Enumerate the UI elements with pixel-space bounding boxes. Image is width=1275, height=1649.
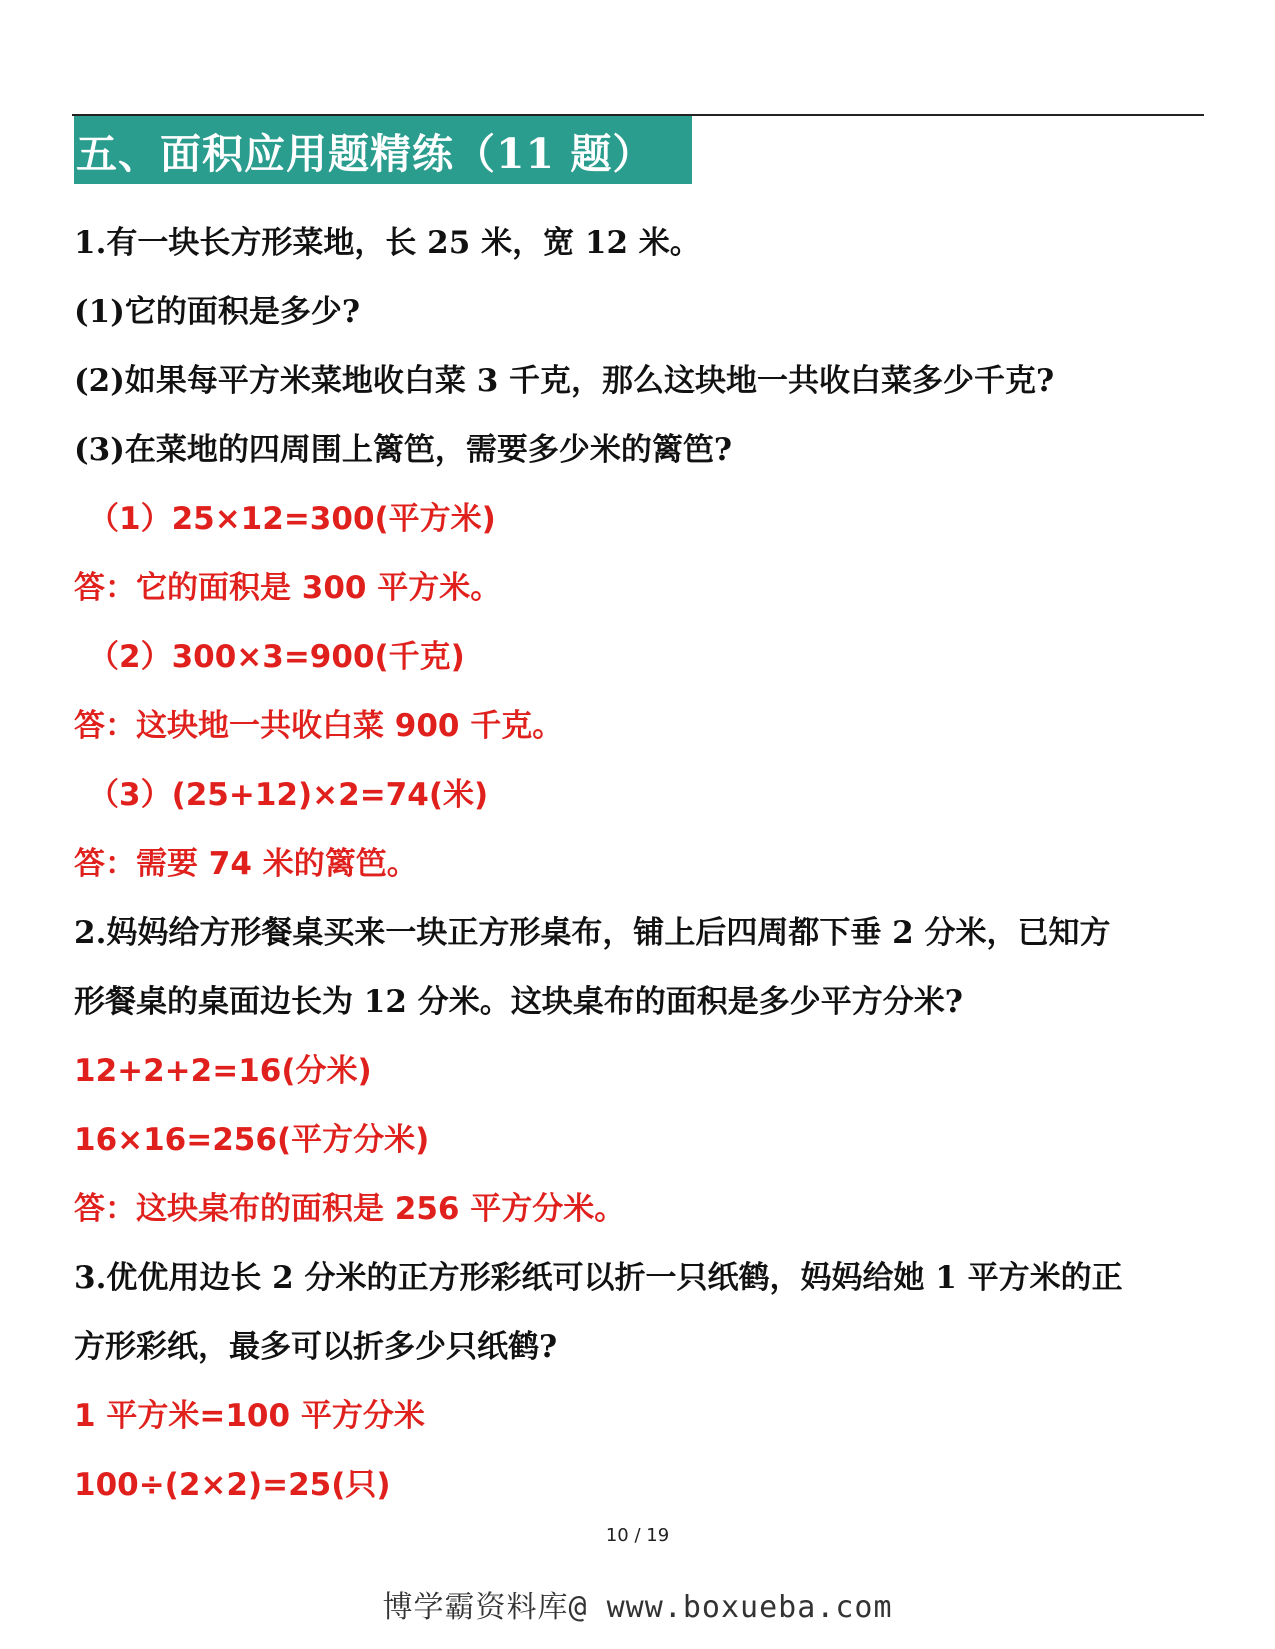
problem-2-question-line-2: 形餐桌的桌面边长为 12 分米。这块桌布的面积是多少平方分米? bbox=[74, 984, 963, 1020]
problem-3-calc-1: 1 平方米=100 平方分米 bbox=[74, 1398, 425, 1434]
problem-list bbox=[74, 209, 1204, 1520]
problem-1-answer-2: 答：这块地一共收白菜 900 千克。 bbox=[74, 708, 564, 744]
problem-1-answer-1: 答：它的面积是 300 平方米。 bbox=[74, 570, 502, 606]
section-title-bar bbox=[74, 116, 692, 184]
problem-2-answer: 答：这块桌布的面积是 256 平方分米。 bbox=[74, 1191, 626, 1227]
problem-1-sub-question-1: (1)它的面积是多少? bbox=[74, 294, 361, 330]
problem-1-calc-2: （2）300×3=900(千克) bbox=[88, 639, 465, 675]
problem-2-calc-2: 16×16=256(平方分米) bbox=[74, 1122, 430, 1158]
problem-1-answer-3: 答：需要 74 米的篱笆。 bbox=[74, 846, 418, 882]
problem-3-question-line-1: 3.优优用边长 2 分米的正方形彩纸可以折一只纸鹤，妈妈给她 1 平方米的正 bbox=[74, 1260, 1123, 1296]
problem-1-calc-3: （3）(25+12)×2=74(米) bbox=[88, 777, 489, 813]
problem-2-calc-1: 12+2+2=16(分米) bbox=[74, 1053, 372, 1089]
problem-3-calc-2: 100÷(2×2)=25(只) bbox=[74, 1467, 391, 1503]
problem-1-question: 1.有一块长方形菜地，长 25 米，宽 12 米。 bbox=[74, 225, 701, 261]
watermark: 博学霸资料库@ www.boxueba.com bbox=[382, 1590, 893, 1625]
problem-1-sub-question-3: (3)在菜地的四周围上篱笆，需要多少米的篱笆? bbox=[74, 432, 733, 468]
page-number: 10 / 19 bbox=[605, 1525, 670, 1546]
section-title: 五、面积应用题精练（11 题） bbox=[76, 129, 655, 178]
problem-3-question-line-2: 方形彩纸，最多可以折多少只纸鹤? bbox=[74, 1329, 558, 1365]
problem-1-calc-1: （1）25×12=300(平方米) bbox=[88, 501, 496, 537]
problem-2-question-line-1: 2.妈妈给方形餐桌买来一块正方形桌布，铺上后四周都下垂 2 分米，已知方 bbox=[74, 915, 1111, 951]
problem-1-sub-question-2: (2)如果每平方米菜地收白菜 3 千克，那么这块地一共收白菜多少千克? bbox=[74, 363, 1055, 399]
